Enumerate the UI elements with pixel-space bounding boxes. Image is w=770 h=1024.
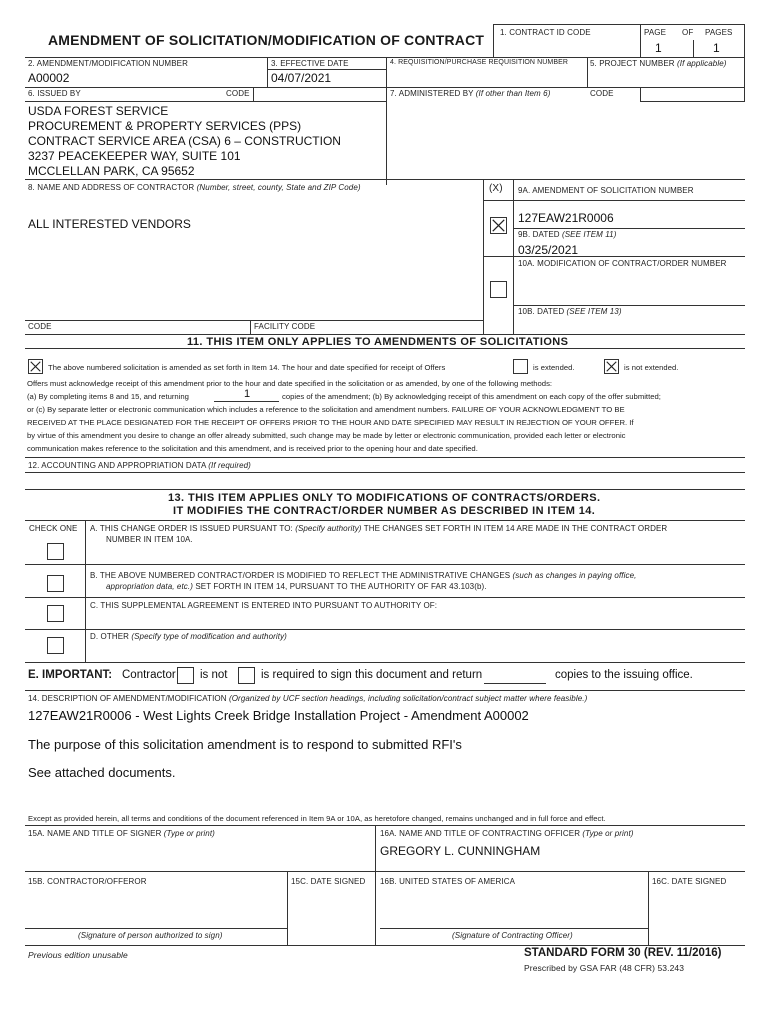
page-number: 1: [655, 41, 662, 55]
issuer-line-1: USDA FOREST SERVICE: [28, 104, 169, 118]
contractor-value[interactable]: ALL INTERESTED VENDORS: [28, 217, 191, 231]
checked-x-icon: [605, 360, 618, 373]
rule: [640, 24, 641, 57]
item-9b-value[interactable]: 03/25/2021: [518, 243, 579, 257]
effective-date-value[interactable]: 04/07/2021: [271, 71, 332, 85]
rule: [25, 945, 745, 946]
rule: [25, 179, 745, 180]
item-10a-label: 10A. MODIFICATION OF CONTRACT/ORDER NUMBER: [518, 259, 727, 268]
rule: [25, 825, 745, 826]
important-contractor: Contractor: [122, 669, 176, 681]
rule: [267, 57, 268, 87]
rule: [744, 24, 745, 57]
is-not-checkbox[interactable]: [177, 667, 194, 684]
important-is-not: is not: [200, 669, 228, 681]
rule: [25, 520, 745, 521]
item-9a-label: 9A. AMENDMENT OF SOLICITATION NUMBER: [518, 186, 694, 195]
rule: [25, 457, 745, 458]
item-11-line-a: (a) By completing items 8 and 15, and returning: [27, 392, 189, 401]
rule: [25, 472, 745, 473]
rule: [25, 101, 386, 102]
checked-x-icon: [491, 218, 506, 233]
rule: [25, 690, 745, 691]
rule: [25, 597, 745, 598]
item-13a-checkbox[interactable]: [47, 543, 64, 560]
rule: [493, 24, 494, 57]
item-13b-line-2: appropriation data, etc.) SET FORTH IN ITEM 14, PURSUANT TO THE AUTHORITY OF FAR 43.103(b).: [106, 582, 487, 591]
rule: [25, 489, 745, 490]
rule: [250, 320, 251, 334]
important-is-required: is required to sign this document and return: [261, 669, 483, 681]
item-13b-checkbox[interactable]: [47, 575, 64, 592]
contractor-label: 8. NAME AND ADDRESS OF CONTRACTOR (Number, street, county, State and ZIP Code): [28, 183, 361, 192]
item-14-line-3: See attached documents.: [28, 765, 176, 780]
item-10-checkbox[interactable]: [490, 281, 507, 298]
rule: [25, 629, 745, 630]
pages-label: PAGES: [705, 28, 733, 37]
item-14-line-1: 127EAW21R0006 - West Lights Creek Bridge Installation Project - Amendment A00002: [28, 708, 529, 723]
item-13-heading-1: 13. THIS ITEM APPLIES ONLY TO MODIFICATIONS OF CONTRACTS/ORDERS.: [168, 492, 601, 504]
footer-form-title: STANDARD FORM 30 (REV. 11/2016): [524, 947, 722, 959]
item-15a-label: 15A. NAME AND TITLE OF SIGNER (Type or print): [28, 829, 215, 838]
project-number-label: 5. PROJECT NUMBER (If applicable): [590, 59, 727, 68]
rule: [513, 305, 745, 306]
form-title: AMENDMENT OF SOLICITATION/MODIFICATION OF CONTRACT: [48, 32, 485, 48]
rule: [648, 871, 649, 945]
rule: [640, 87, 641, 101]
contractor-signature-caption: (Signature of person authorized to sign): [78, 931, 223, 940]
page-label: PAGE: [644, 28, 667, 37]
item-11-para-4: by virtue of this amendment you desire to change an offer already submitted, such change may be made by letter or electronic communication, provided each letter or electronic: [27, 431, 626, 440]
amendment-number-value[interactable]: A00002: [28, 71, 70, 85]
item-13a-line-1: A. THIS CHANGE ORDER IS ISSUED PURSUANT TO: (Specify authority) THE CHANGES SET FORTH IN ITEM 14 ARE MADE IN THE CONTRACT ORDER: [90, 524, 668, 533]
rule: [25, 87, 745, 88]
item-11-para-1: Offers must acknowledge receipt of this amendment prior to the hour and date specified in the solicitation or as amended, by one of the following methods:: [27, 379, 553, 388]
rule: [25, 871, 745, 872]
item-13-heading-2: IT MODIFIES THE CONTRACT/ORDER NUMBER AS DESCRIBED IN ITEM 14.: [173, 505, 596, 517]
item-16a-label: 16A. NAME AND TITLE OF CONTRACTING OFFICER (Type or print): [380, 829, 634, 838]
solicitation-amended-checkbox[interactable]: [28, 359, 43, 374]
footer-left: Previous edition unusable: [28, 950, 128, 960]
rule: [25, 662, 745, 663]
footer-prescribed: Prescribed by GSA FAR (48 CFR) 53.243: [524, 963, 685, 973]
item-13d-line: D. OTHER (Specify type of modification and authority): [90, 632, 287, 641]
contract-id-label: 1. CONTRACT ID CODE: [500, 28, 591, 37]
rule: [25, 564, 745, 565]
rule: [25, 334, 745, 335]
copies-return-underline[interactable]: [484, 683, 546, 684]
is-not-extended-label: is not extended.: [624, 363, 679, 372]
rule: [640, 101, 745, 102]
rule: [267, 69, 386, 70]
issued-by-label: 6. ISSUED BY: [28, 89, 81, 98]
is-extended-label: is extended.: [533, 363, 575, 372]
item-11-heading: 11. THIS ITEM ONLY APPLIES TO AMENDMENTS OF SOLICITATIONS: [187, 336, 569, 348]
rule: [25, 928, 287, 929]
rule: [386, 57, 387, 185]
item-14-label: 14. DESCRIPTION OF AMENDMENT/MODIFICATION (Organized by UCF section headings, including solicitation/contract subject matter where feasible.): [28, 694, 588, 703]
issuer-line-2: PROCUREMENT & PROPERTY SERVICES (PPS): [28, 119, 302, 133]
rule: [85, 520, 86, 662]
copies-underline: [214, 401, 279, 402]
rule: [693, 40, 694, 57]
rule: [380, 928, 648, 929]
amendment-number-label: 2. AMENDMENT/MODIFICATION NUMBER: [28, 59, 188, 68]
item-16b-label: 16B. UNITED STATES OF AMERICA: [380, 877, 516, 886]
item-13a-line-2: NUMBER IN ITEM 10A.: [106, 535, 193, 544]
item-16c-label: 16C. DATE SIGNED: [652, 877, 727, 886]
item-13b-line-1: B. THE ABOVE NUMBERED CONTRACT/ORDER IS MODIFIED TO REFLECT THE ADMINISTRATIVE CHANGES (such as changes in paying office,: [90, 571, 637, 580]
contractor-code-label: CODE: [28, 322, 52, 331]
rule: [253, 87, 254, 101]
checked-x-icon: [29, 360, 42, 373]
item-13c-line: C. THIS SUPPLEMENTAL AGREEMENT IS ENTERED INTO PURSUANT TO AUTHORITY OF:: [90, 601, 438, 610]
important-line: E. IMPORTANT:: [28, 669, 113, 681]
item-12-label: 12. ACCOUNTING AND APPROPRIATION DATA (If required): [28, 461, 251, 470]
contracting-officer-name[interactable]: GREGORY L. CUNNINGHAM: [380, 844, 541, 858]
rule: [513, 228, 745, 229]
item-13d-checkbox[interactable]: [47, 637, 64, 654]
rule: [744, 87, 745, 101]
officer-signature-caption: (Signature of Contracting Officer): [452, 931, 573, 940]
x-column-label: (X): [489, 183, 503, 194]
item-15b-label: 15B. CONTRACTOR/OFFEROR: [28, 877, 147, 886]
issuer-line-4: 3237 PEACEKEEPER WAY, SUITE 101: [28, 149, 241, 163]
item-11-line-a-post: copies of the amendment; (b) By acknowledging receipt of this amendment on each copy of the offer submitted;: [282, 392, 661, 401]
is-required-checkbox[interactable]: [238, 667, 255, 684]
rule: [25, 320, 483, 321]
copies-value[interactable]: 1: [244, 388, 251, 400]
rule: [375, 825, 376, 945]
is-not-extended-checkbox[interactable]: [604, 359, 619, 374]
rule: [483, 200, 745, 201]
item-14-line-2: The purpose of this solicitation amendment is to respond to submitted RFI's: [28, 737, 462, 752]
administered-by-label: 7. ADMINISTERED BY (If other than Item 6): [390, 89, 551, 98]
requisition-label: 4. REQUISITION/PURCHASE REQUISITION NUMBER: [390, 59, 569, 66]
item-11-para-3: RECEIVED AT THE PLACE DESIGNATED FOR THE RECEIPT OF OFFERS PRIOR TO THE HOUR AND DATE SPECIFIED MAY RESULT IN REJECTION OF YOUR OFFER. If: [27, 418, 634, 427]
item-15c-label: 15C. DATE SIGNED: [291, 877, 366, 886]
issued-code-label: CODE: [226, 89, 250, 98]
issuer-line-5: MCCLELLAN PARK, CA 95652: [28, 164, 195, 178]
except-provided-line: Except as provided herein, all terms and conditions of the document referenced in Item 9A or 10A, as heretofore changed, remains unchanged and in full force and effect.: [28, 814, 606, 823]
rule: [744, 57, 745, 87]
rule: [25, 348, 745, 349]
rule: [493, 24, 745, 25]
item-9-checkbox[interactable]: [490, 217, 507, 234]
facility-code-label: FACILITY CODE: [254, 322, 316, 331]
effective-date-label: 3. EFFECTIVE DATE: [271, 59, 349, 68]
item-11-para-2: or (c) By separate letter or electronic communication which includes a reference to the solicitation and amendment numbers. FAILURE OF YOUR ACKNOWLEDGMENT TO BE: [27, 405, 625, 414]
item-13c-checkbox[interactable]: [47, 605, 64, 622]
item-10b-label: 10B. DATED (SEE ITEM 13): [518, 307, 622, 316]
item-9a-value[interactable]: 127EAW21R0006: [518, 211, 614, 225]
check-one-label: CHECK ONE: [29, 524, 78, 533]
item-9b-label: 9B. DATED (SEE ITEM 11): [518, 230, 617, 239]
is-extended-checkbox[interactable]: [513, 359, 528, 374]
rule: [25, 57, 745, 58]
important-copies: copies to the issuing office.: [555, 669, 693, 681]
rule: [287, 871, 288, 945]
of-label: OF: [682, 28, 694, 37]
item-11-para-5: communication makes reference to the solicitation and this amendment, and is received prior to the opening hour and date specified.: [27, 444, 478, 453]
administered-code-label: CODE: [590, 89, 614, 98]
total-pages: 1: [713, 41, 720, 55]
item-11-line-1: The above numbered solicitation is amended as set forth in Item 14. The hour and date specified for receipt of Offers: [48, 363, 446, 372]
issuer-line-3: CONTRACT SERVICE AREA (CSA) 6 – CONSTRUCTION: [28, 134, 341, 148]
rule: [587, 57, 588, 87]
